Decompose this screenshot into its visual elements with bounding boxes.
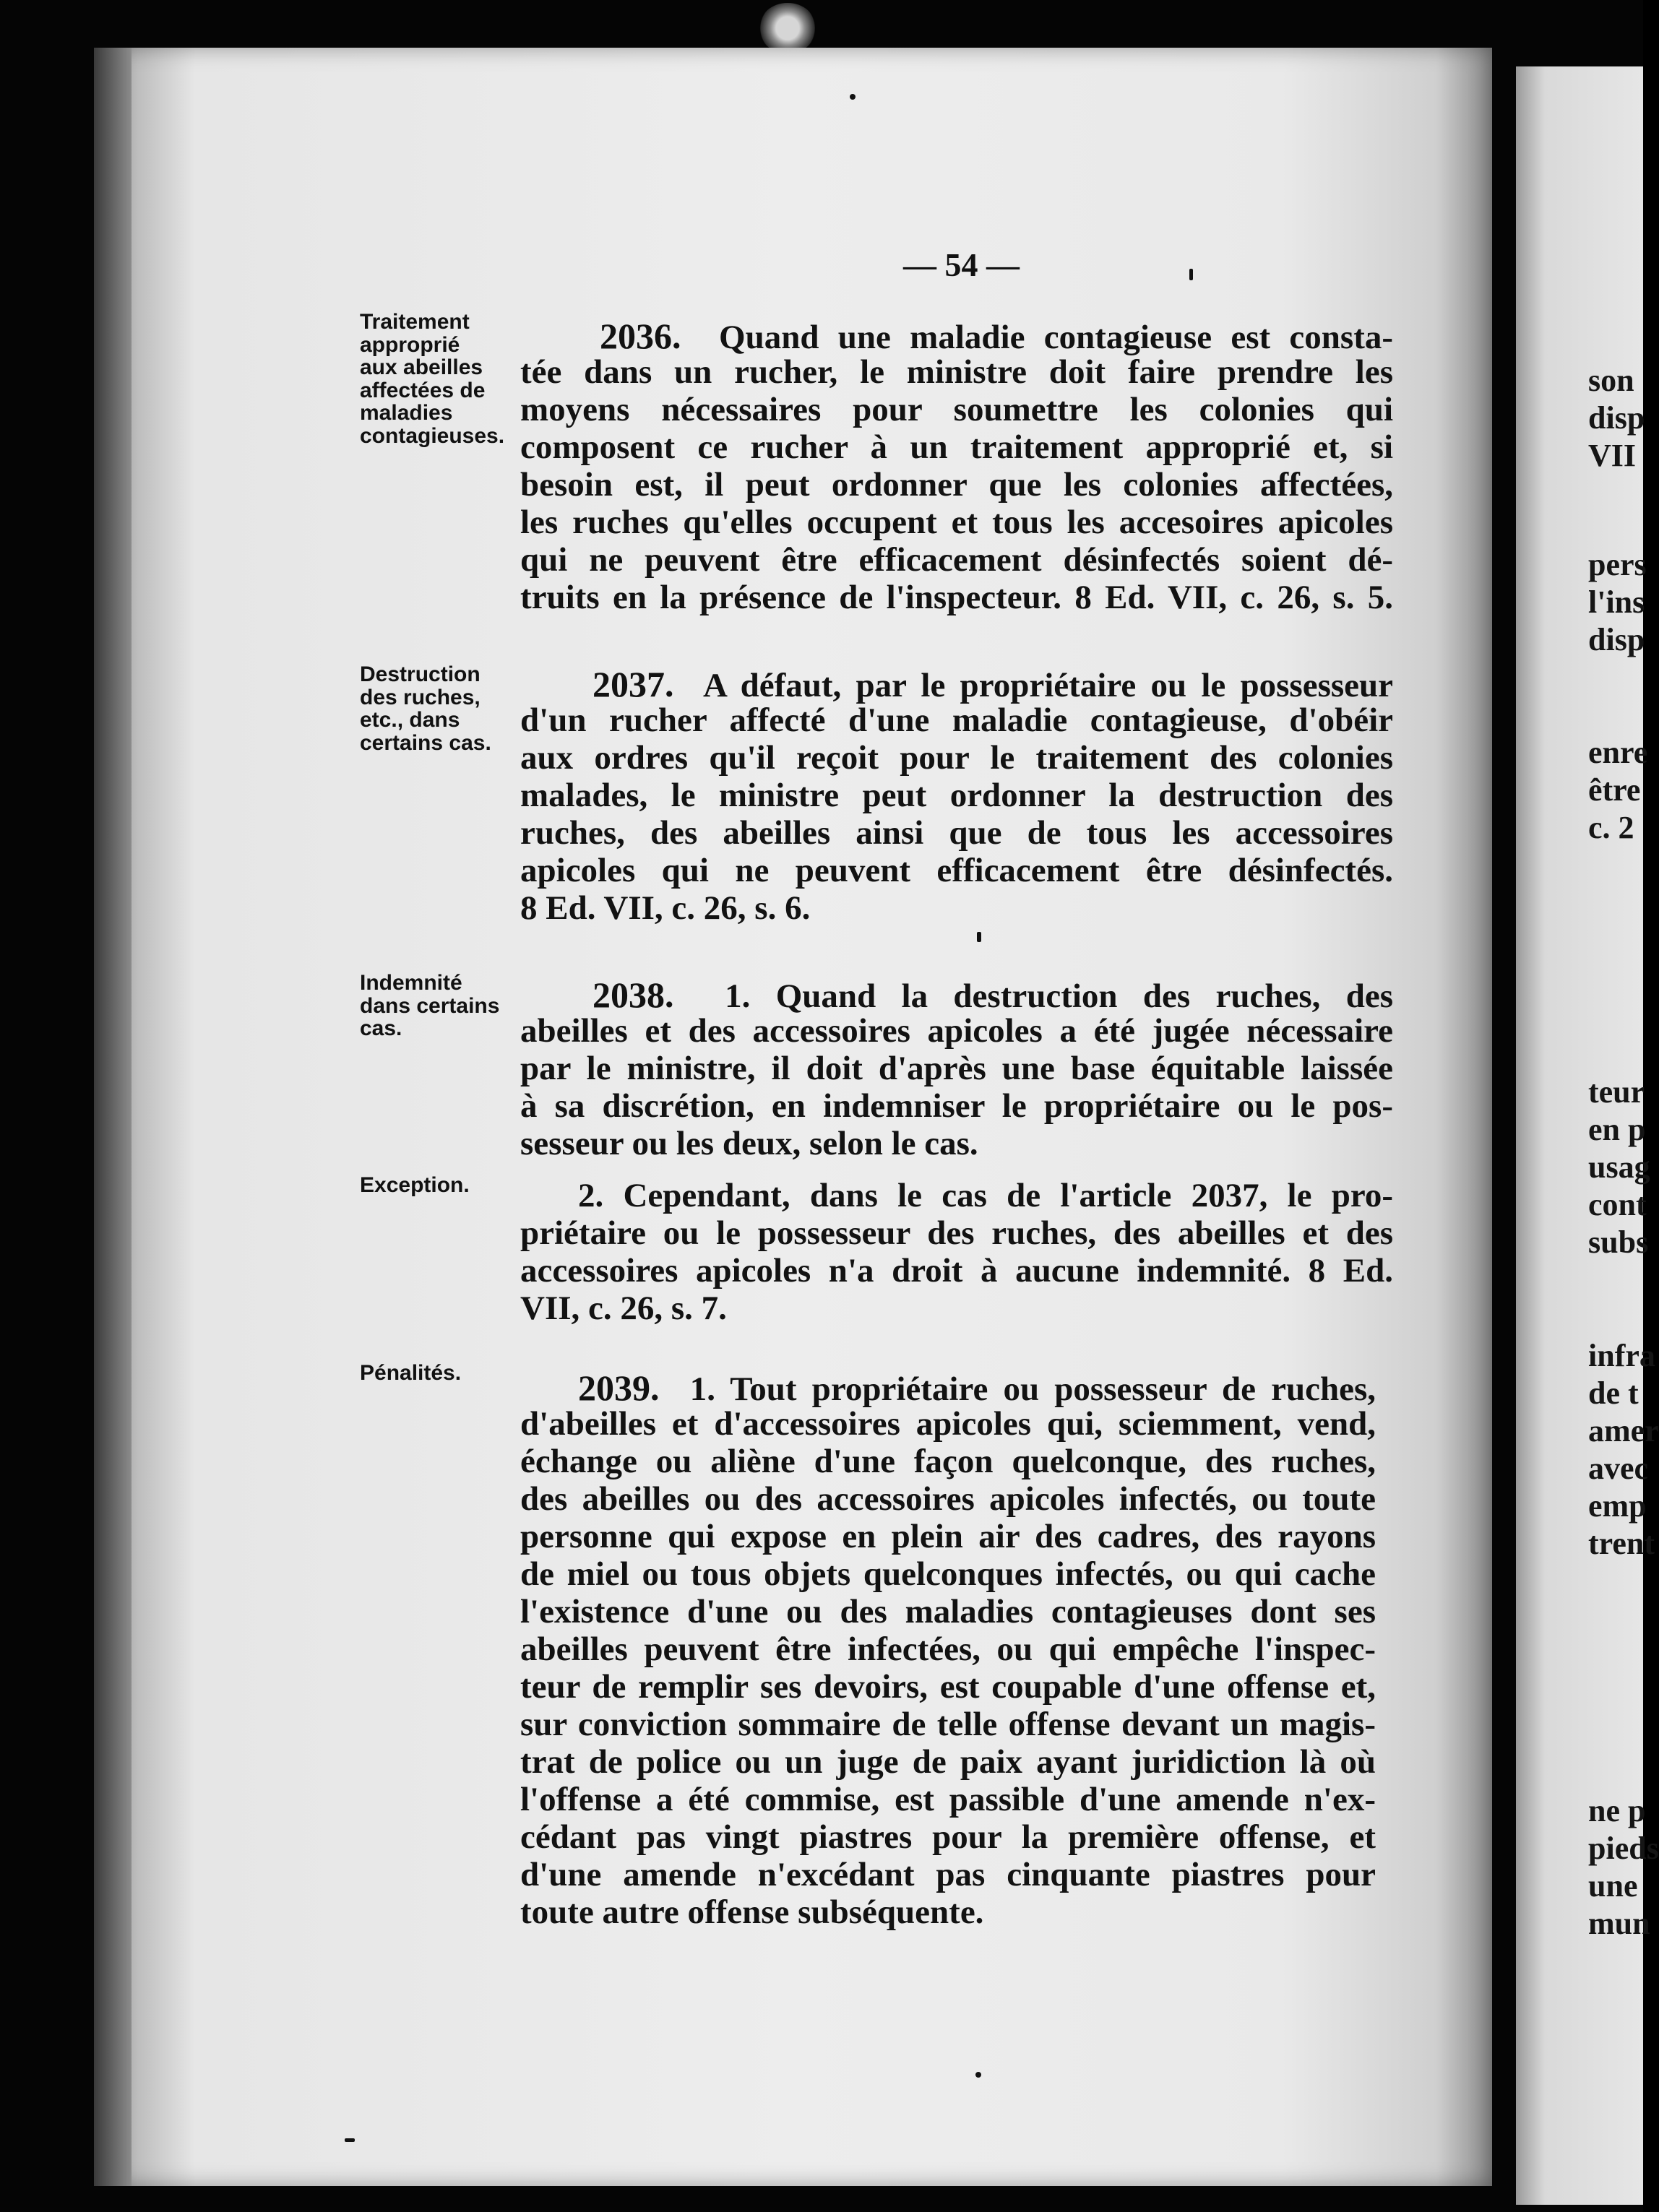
article-2037-line: d'un rucher affecté d'une maladie contagieuse, d'obéir [520, 701, 1393, 739]
margin-note-line: Destruction [360, 662, 481, 686]
article-2038-sub-line: priétaire ou le possesseur des ruches, des abeilles et des [520, 1214, 1393, 1252]
margin-note-line: des ruches, [360, 685, 481, 709]
article-2036-line: tée dans un rucher, le ministre doit faire prendre les [520, 353, 1393, 391]
margin-note-treatment [360, 311, 504, 447]
article-2038-sub-line: 2. Cependant, dans le cas de l'article 2037, le pro- [578, 1177, 1393, 1214]
scan-speck [345, 2138, 355, 2142]
right-page-fragment: VII [1588, 438, 1637, 473]
article-text: 1. Tout propriétaire ou possesseur de ruches, [689, 1370, 1376, 1408]
margin-note-destruction [360, 663, 491, 754]
article-2039-line: de miel ou tous objets quelconques infectés, ou qui cache [520, 1555, 1376, 1593]
article-2039-line: l'existence d'une ou des maladies contagieuses dont ses [520, 1593, 1376, 1630]
margin-note-line: dans certains [360, 993, 500, 1018]
right-page-fragment: en p [1588, 1112, 1646, 1147]
article-2037-line-1 [592, 666, 1393, 703]
right-page-fragment: subs [1588, 1224, 1649, 1260]
article-2039-line: échange ou aliène d'une façon quelconque, des ruches, [520, 1443, 1376, 1480]
page-binding-shadow [94, 48, 132, 2186]
article-2037-line: malades, le ministre peut ordonner la destruction des [520, 777, 1393, 814]
article-2039-line: l'offense a été commise, est passible d'une amende n'ex- [520, 1781, 1376, 1818]
scan-speck [850, 94, 856, 100]
right-page-fragment: cont [1588, 1187, 1647, 1222]
article-2036-line: moyens nécessaires pour soumettre les colonies qui [520, 391, 1393, 428]
margin-note-line: etc., dans [360, 708, 460, 732]
right-page-fragment: usag [1588, 1149, 1650, 1185]
article-text: A défaut, par le propriétaire ou le possesseur [702, 667, 1394, 704]
article-2037-line: ruches, des abeilles ainsi que de tous les accessoires [520, 814, 1393, 852]
article-2036-line: besoin est, il peut ordonner que les colonies affectées, [520, 466, 1393, 504]
article-2037-line: apicoles qui ne peuvent efficacement être désinfectés. [520, 852, 1393, 889]
right-page-fragment: enre [1588, 735, 1648, 770]
margin-note-line: contagieuses. [360, 423, 505, 448]
right-page-fragment: trent [1588, 1526, 1655, 1561]
right-page-fragment: une [1588, 1868, 1638, 1904]
margin-note-indemnity [360, 972, 499, 1040]
right-page-fragment: teur [1588, 1074, 1645, 1110]
right-page-fragment: être [1588, 772, 1641, 808]
article-2038-line: à sa discrétion, en indemniser le propriétaire ou le pos- [520, 1087, 1393, 1125]
article-2039-line-1 [578, 1370, 1376, 1407]
margin-note-line: Traitement [360, 310, 470, 334]
article-2036-line: composent ce rucher à un traitement approprié et, si [520, 428, 1393, 466]
right-page-fragment: son [1588, 363, 1634, 398]
scan-speck [1189, 269, 1193, 280]
margin-note-exception [360, 1174, 470, 1197]
article-2039-line: personne qui expose en plein air des cadres, des rayons [520, 1518, 1376, 1555]
article-2036-line-1 [600, 318, 1393, 355]
article-2038-line: abeilles et des accessoires apicoles a été jugée nécessaire [520, 1012, 1393, 1050]
right-page-fragment: l'ins [1588, 584, 1645, 620]
article-2036-line: les ruches qu'elles occupent et tous les accesoires apicoles [520, 504, 1393, 541]
scan-speck [977, 932, 981, 942]
article-2039-line: abeilles peuvent être infectées, ou qui empêche l'inspec- [520, 1630, 1376, 1668]
right-page-fragment: disp [1588, 400, 1645, 436]
right-page-fragment: pieds [1588, 1831, 1659, 1866]
article-number: 2036. [600, 316, 681, 356]
right-page-fragment: de t [1588, 1375, 1639, 1411]
article-2038-sub-line: VII, c. 26, s. 7. [520, 1289, 727, 1327]
article-2038-sub-line: accessoires apicoles n'a droit à aucune indemnité. 8 Ed. [520, 1252, 1393, 1289]
article-2038-line: par le ministre, il doit d'après une base équitable laissée [520, 1050, 1393, 1087]
right-page-fragment: disp [1588, 622, 1645, 657]
article-2038-line-1 [592, 977, 1393, 1014]
margin-note-line: certains cas. [360, 730, 491, 755]
article-2039-line: des abeilles ou des accessoires apicoles infectés, ou toute [520, 1480, 1376, 1518]
scan-speck [975, 2072, 981, 2078]
right-page-fragment: emp [1588, 1488, 1647, 1524]
right-page-fragment: pers [1588, 547, 1647, 582]
margin-note-line: Pénalités. [360, 1361, 462, 1385]
article-text: 1. Quand la destruction des ruches, des [725, 977, 1394, 1015]
article-2037-line: 8 Ed. VII, c. 26, s. 6. [520, 889, 811, 927]
article-2039-line: trat de police ou un juge de paix ayant juridiction là où [520, 1743, 1376, 1781]
article-number: 2038. [592, 975, 674, 1015]
article-2039-line: cédant pas vingt piastres pour la première offense, et [520, 1818, 1376, 1856]
right-page-fragment: c. 2 [1588, 810, 1634, 845]
article-2039-line: d'une amende n'excédant pas cinquante piastres pour [520, 1856, 1376, 1893]
article-2039-line: sur conviction sommaire de telle offense devant un magis- [520, 1706, 1376, 1743]
right-page-fragment: amer [1588, 1413, 1659, 1448]
margin-note-line: approprié [360, 332, 460, 357]
margin-note-line: aux abeilles [360, 355, 483, 379]
article-2039-line: teur de remplir ses devoirs, est coupable d'une offense et, [520, 1668, 1376, 1706]
margin-note-line: Indemnité [360, 971, 462, 995]
article-2038-line: sesseur ou les deux, selon le cas. [520, 1125, 978, 1162]
right-page-fragment: mun [1588, 1906, 1650, 1941]
article-2037-line: aux ordres qu'il reçoit pour le traitement des colonies [520, 739, 1393, 777]
right-page-fragment: infra [1588, 1338, 1655, 1373]
article-2036-line: truits en la présence de l'inspecteur. 8 Ed. VII, c. 26, s. 5. [520, 579, 1393, 616]
article-text: Quand une maladie contagieuse est consta- [719, 319, 1393, 356]
article-number: 2037. [592, 664, 674, 704]
margin-note-line: affectées de [360, 378, 486, 402]
margin-note-line: cas. [360, 1016, 402, 1040]
right-page-fragment: avec [1588, 1451, 1649, 1486]
article-2039-line: d'abeilles et d'accessoires apicoles qui, sciemment, vend, [520, 1405, 1376, 1443]
article-2039-line: toute autre offense subséquente. [520, 1893, 984, 1931]
margin-note-penalties [360, 1362, 461, 1385]
article-number: 2039. [578, 1368, 660, 1408]
margin-note-line: Exception. [360, 1173, 470, 1197]
binding-ornament [759, 3, 816, 53]
margin-note-line: maladies [360, 401, 453, 425]
article-2036-line: qui ne peuvent être efficacement désinfectés soient dé- [520, 541, 1393, 579]
page-number: — 54 — [903, 246, 1020, 283]
right-page-fragment: ne p [1588, 1793, 1646, 1828]
